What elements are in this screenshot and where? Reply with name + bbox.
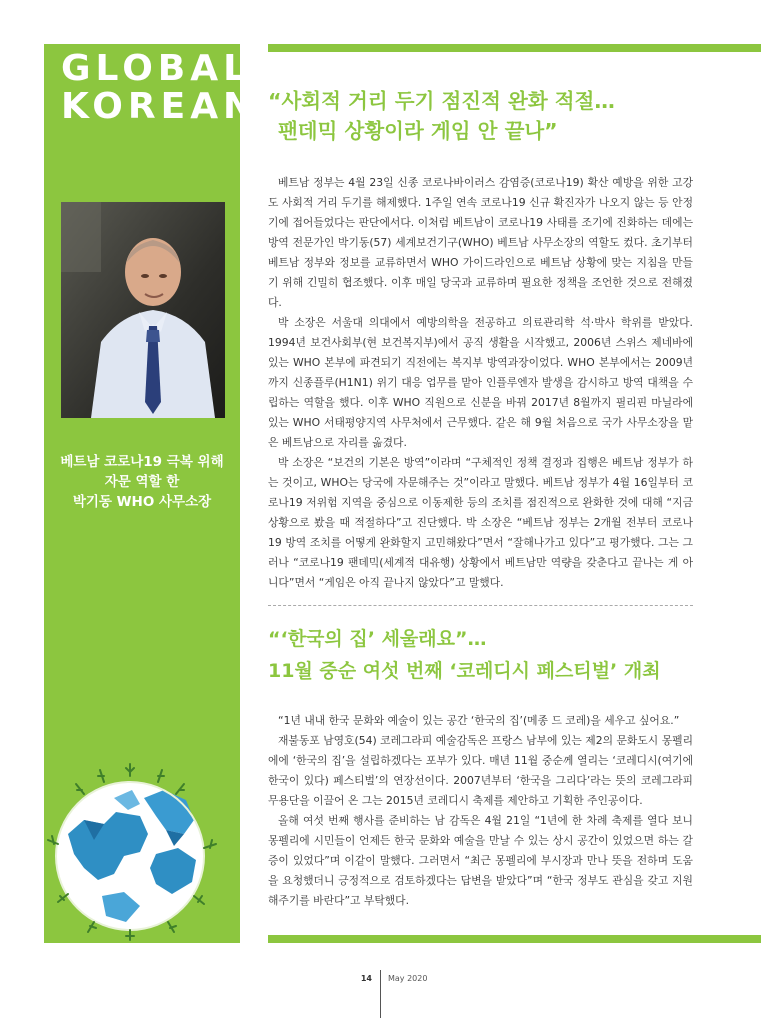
headline-line: “사회적 거리 두기 점진적 완화 적절… (268, 89, 615, 113)
caption-line-2: 자문 역할 한 (104, 474, 180, 490)
paragraph: 올해 여섯 번째 행사를 준비하는 남 감독은 4월 21일 “1년에 한 차례 축제를 열다 보니 몽펠리에 시민들이 언제든 한국 문화와 예술을 만날 수 있는 상시 공간이 있었으면 하는 갈증이 있었다”며 이같이 말했다. 그러면서 “최근 몽펠리에 부시장과 만나 뜻을 전하며 도움을 요청했더니 긍정적으로 검토하겠다는 답변을 받았다”며 “한국 정부도 관심을 갖고 지원해주기를 바란다”고 부탁했다. (268, 814, 693, 907)
paragraph: 박 소장은 “보건의 기본은 방역”이라며 “구체적인 정책 결정과 집행은 베트남 정부가 하는 것이고, WHO는 당국에 자문해주는 것”이라고 말했다. 베트남 정부가 4월 16일부터 코로나19 저위험 지역을 중심으로 이동제한 등의 조치를 점진적으로 완화한 것에 대해 “지금 상황으로 봤을 때 적절하다”고 진단했다. 박 소장은 “베트남 정부는 2개월 전부터 코로나19 방역 조치를 어떻게 완화할지 고민해왔다”면서 “잘해나가고 있다”고 평가했다. 그는 그러나 “코로나19 팬데믹(세계적 대유행) 상황에서 베트남만 역량을 갖춘다고 끝나는 게 아니다”면서 “게임은 아직 끝나지 않았다”고 말했다. (268, 456, 693, 589)
page-number: 14 (360, 974, 372, 983)
top-accent-bar (268, 44, 761, 52)
portrait-photo (61, 202, 225, 418)
issue-date: May 2020 (388, 974, 428, 983)
article-2-body (268, 711, 693, 911)
brand-line-1: GLOBAL (61, 48, 252, 89)
paragraph: “1년 내내 한국 문화와 예술이 있는 공간 ‘한국의 집’(메종 드 코레)을 세우고 싶어요.” (278, 714, 680, 727)
globe-illustration (44, 724, 240, 944)
headline-line: “‘한국의 집’ 세울래요”… (268, 628, 487, 650)
sidebar-panel (44, 44, 259, 943)
paragraph: 박 소장은 서울대 의대에서 예방의학을 전공하고 의료관리학 석·박사 학위를 받았다. 1994년 보건사회부(현 보건복지부)에서 공직 생활을 시작했고, 2006년 스위스 제네바에 있는 WHO 본부에 파견되기 직전에는 복지부 방역과장이었다. WHO 본부에서는 2009년까지 신종플루(H1N1) 위기 대응 업무를 맡아 인플루엔자 발생을 감시하고 방역 대책을 수립하는 역할을 했다. 이후 WHO 직원으로 신분을 바꿔 2017년 8월까지 필리핀 마닐라에 있는 WHO 서태평양지역 사무처에서 근무했다. 같은 해 9월 처음으로 국가 사무소장을 맡은 베트남으로 자리를 옮겼다. (268, 316, 693, 449)
article-2-headline (268, 623, 661, 687)
headline-line: 팬데믹 상황이라 게임 안 끝나” (278, 119, 558, 143)
article-1-body (268, 173, 693, 593)
paragraph: 베트남 정부는 4월 23일 신종 코로나바이러스 감염증(코로나19) 확산 예방을 위한 고강도 사회적 거리 두기를 해제했다. 1주일 연속 코로나19 신규 확진자가 나오지 않는 등 안정기에 접어들었다는 판단에서다. 이처럼 베트남이 코로나19 사태를 조기에 진화하는 데에는 방역 전문가인 박기동(57) 세계보건기구(WHO) 베트남 사무소장의 역할도 컸다. 초기부터 베트남 정부와 정보를 교류하면서 WHO 가이드라인으로 베트남 상황에 맞는 지침을 만들기 위해 긴밀히 협조했다. 이후 매일 당국과 교류하며 필요한 정책을 조언한 것으로 전해졌다. (268, 176, 693, 309)
brand-line-2: KOREAN (61, 86, 259, 127)
paragraph: 재불동포 남영호(54) 코레그라피 예술감독은 프랑스 남부에 있는 제2의 문화도시 몽펠리에에 ‘한국의 집’을 설립하겠다는 포부가 있다. 매년 11월 중순께 열리는 ‘코레디시(여기에 한국이 있다) 페스티벌’의 연장선이다. 2007년부터 ‘한국을 그리다’라는 뜻의 코레그라피 무용단을 이끌어 온 그는 2015년 코레디시 축제를 제안하고 기획한 주인공이다. (268, 734, 693, 807)
caption-line-3: 박기동 WHO 사무소장 (72, 494, 212, 510)
section-divider (268, 605, 693, 606)
brand-title (61, 50, 258, 126)
bottom-accent-bar (268, 935, 761, 943)
caption-line-1: 베트남 코로나19 극복 위해 (60, 454, 224, 470)
photo-caption (44, 452, 240, 512)
footer-divider (380, 970, 381, 1018)
article-1-headline (268, 86, 615, 146)
headline-line: 11월 중순 여섯 번째 ‘코레디시 페스티벌’ 개최 (268, 660, 661, 682)
